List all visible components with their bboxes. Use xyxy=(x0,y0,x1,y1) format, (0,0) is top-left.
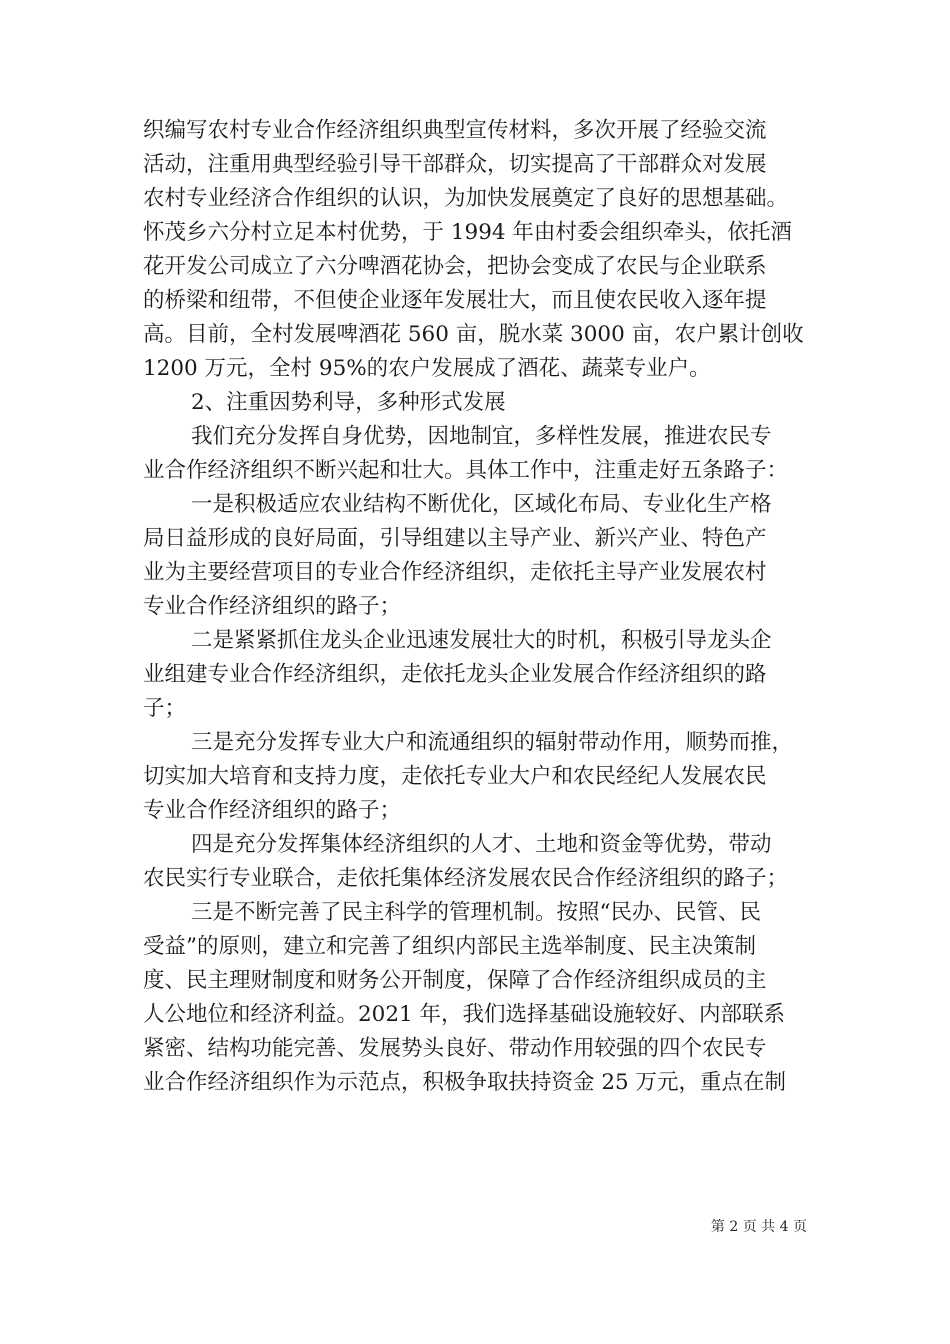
text-line: 人公地位和经济利益。2021 年，我们选择基础设施较好、内部联系 xyxy=(143,1002,786,1027)
text-line: 业组建专业合作经济组织，走依托龙头企业发展合作经济组织的路 xyxy=(143,662,767,687)
text-line: 专业合作经济组织的路子； xyxy=(143,594,402,619)
text-line: 2、注重因势利导，多种形式发展 xyxy=(191,390,506,415)
paragraph xyxy=(143,386,807,420)
page-number: 第 2 页 共 4 页 xyxy=(710,1219,807,1235)
text-line: 农民实行专业联合，走依托集体经济发展农民合作经济组织的路子； xyxy=(143,866,789,891)
paragraph xyxy=(143,896,807,1100)
text-line: 农村专业经济合作组织的认识，为加快发展奠定了良好的思想基础。 xyxy=(143,186,789,211)
text-line: 三是不断完善了民主科学的管理机制。按照“民办、民管、民 xyxy=(191,900,761,925)
text-line: 三是充分发挥专业大户和流通组织的辐射带动作用，顺势而推， xyxy=(191,730,794,755)
paragraph xyxy=(143,624,807,726)
text-line: 四是充分发挥集体经济组织的人才、土地和资金等优势，带动 xyxy=(191,832,772,857)
text-line: 紧密、结构功能完善、发展势头良好、带动作用较强的四个农民专 xyxy=(143,1036,767,1061)
paragraph xyxy=(143,420,807,488)
text-line: 局日益形成的良好局面，引导组建以主导产业、新兴产业、特色产 xyxy=(143,526,767,551)
text-line: 的桥梁和纽带，不但使企业逐年发展壮大，而且使农民收入逐年提 xyxy=(143,288,767,313)
text-line: 子； xyxy=(143,696,187,721)
text-line: 业合作经济组织作为示范点，积极争取扶持资金 25 万元，重点在制 xyxy=(143,1070,787,1095)
text-line: 业为主要经营项目的专业合作经济组织，走依托主导产业发展农村 xyxy=(143,560,767,585)
text-line: 专业合作经济组织的路子； xyxy=(143,798,402,823)
text-line: 活动，注重用典型经验引导干部群众，切实提高了干部群众对发展 xyxy=(143,152,767,177)
paragraph xyxy=(143,488,807,624)
text-line: 业合作经济组织不断兴起和壮大。具体工作中，注重走好五条路子： xyxy=(143,458,789,483)
paragraph xyxy=(143,114,807,386)
text-line: 切实加大培育和支持力度，走依托专业大户和农民经纪人发展农民 xyxy=(143,764,767,789)
text-line: 1200 万元，全村 95%的农户发展成了酒花、蔬菜专业户。 xyxy=(143,356,711,381)
paragraph xyxy=(143,726,807,828)
text-line: 我们充分发挥自身优势，因地制宜，多样性发展，推进农民专 xyxy=(191,424,772,449)
text-line: 受益”的原则，建立和完善了组织内部民主选举制度、民主决策制 xyxy=(143,934,756,959)
text-line: 一是积极适应农业结构不断优化，区域化布局、专业化生产格 xyxy=(191,492,772,517)
text-line: 怀茂乡六分村立足本村优势，于 1994 年由村委会组织牵头，依托酒 xyxy=(143,220,792,245)
text-line: 织编写农村专业合作经济组织典型宣传材料，多次开展了经验交流 xyxy=(143,118,767,143)
paragraph xyxy=(143,828,807,896)
text-line: 度、民主理财制度和财务公开制度，保障了合作经济组织成员的主 xyxy=(143,968,767,993)
text-line: 花开发公司成立了六分啤酒花协会，把协会变成了农民与企业联系 xyxy=(143,254,767,279)
text-line: 高。目前，全村发展啤酒花 560 亩，脱水菜 3000 亩，农户累计创收 xyxy=(143,322,804,347)
text-line: 二是紧紧抓住龙头企业迅速发展壮大的时机，积极引导龙头企 xyxy=(191,628,772,653)
document-body xyxy=(143,114,807,1100)
